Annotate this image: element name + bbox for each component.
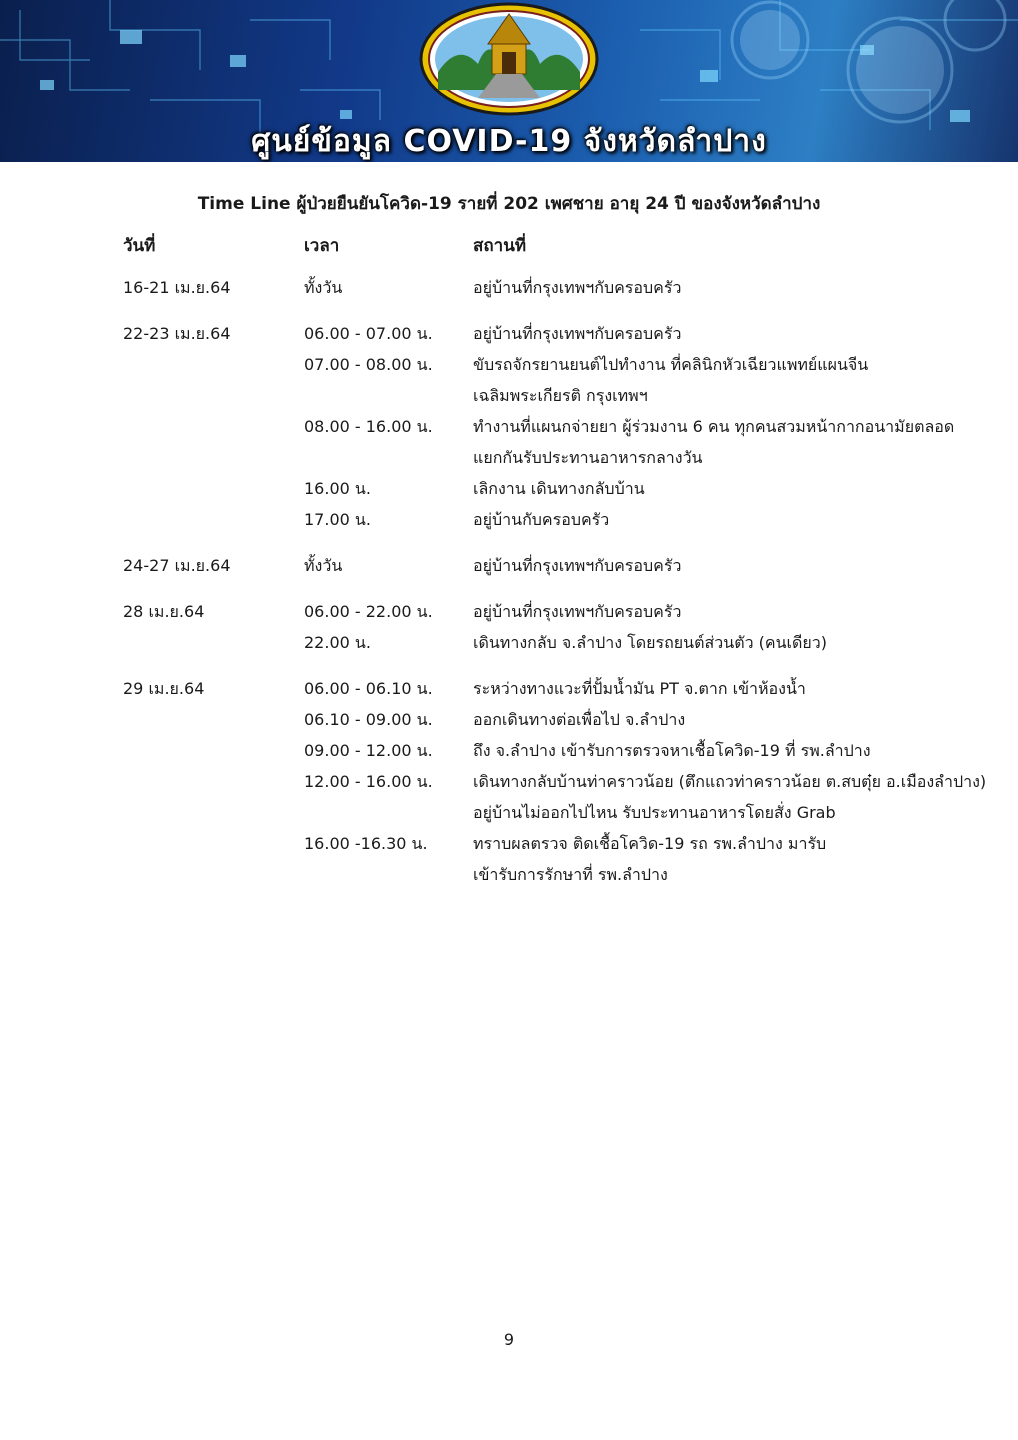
timeline-place — [473, 704, 1018, 735]
timeline-place-line: ทราบผลตรวจ ติดเชื้อโควิด-19 รถ รพ.ลำปาง มารับ — [473, 834, 827, 853]
timeline-time: 22.00 น. — [304, 633, 371, 652]
timeline-place — [473, 627, 1018, 658]
timeline-time: 06.10 - 09.00 น. — [304, 710, 433, 729]
page-number: 9 — [503, 1330, 515, 1349]
timeline-place-line: เลิกงาน เดินทางกลับบ้าน — [473, 479, 645, 498]
timeline-group — [0, 596, 1018, 658]
timeline-entry — [0, 411, 1018, 473]
timeline-place-line: ขับรถจักรยานยนต์ไปทำงาน ที่คลินิกหัวเฉียวแพทย์แผนจีน — [473, 355, 869, 374]
timeline-date: 22-23 เม.ย.64 — [123, 324, 231, 343]
timeline-place — [473, 828, 1018, 890]
timeline-place — [473, 349, 1018, 411]
timeline-time: 06.00 - 07.00 น. — [304, 324, 433, 343]
timeline-entry — [0, 766, 1018, 828]
timeline-entry — [0, 735, 1018, 766]
timeline-place — [473, 550, 1018, 581]
timeline-place-line: เดินทางกลับบ้านท่าคราวน้อย (ตึกแถวท่าคราวน้อย ต.สบตุ๋ย อ.เมืองลำปาง) — [473, 772, 987, 791]
timeline-place-line: ทำงานที่แผนกจ่ายยา ผู้ร่วมงาน 6 คน ทุกคนสวมหน้ากากอนามัยตลอด — [473, 417, 955, 436]
timeline-entry — [0, 504, 1018, 535]
timeline-time: 08.00 - 16.00 น. — [304, 417, 433, 436]
timeline-place-line: อยู่บ้านที่กรุงเทพฯกับครอบครัว — [473, 278, 682, 297]
column-header-date: วันที่ — [123, 236, 156, 256]
timeline-time: 16.00 -16.30 น. — [304, 834, 428, 853]
timeline-time: 06.00 - 22.00 น. — [304, 602, 433, 621]
timeline-entry — [0, 596, 1018, 627]
timeline-entry — [0, 704, 1018, 735]
timeline-place-line: ถึง จ.ลำปาง เข้ารับการตรวจหาเชื้อโควิด-19 ที่ รพ.ลำปาง — [473, 741, 871, 760]
timeline-place — [473, 318, 1018, 349]
timeline-time: 09.00 - 12.00 น. — [304, 741, 433, 760]
timeline-place-line: เฉลิมพระเกียรติ กรุงเทพฯ — [473, 386, 648, 405]
timeline-time: ทั้งวัน — [304, 556, 343, 575]
timeline-place — [473, 473, 1018, 504]
lampang-province-seal-icon — [418, 2, 600, 116]
timeline-place — [473, 504, 1018, 535]
timeline-place-line: อยู่บ้านที่กรุงเทพฯกับครอบครัว — [473, 324, 682, 343]
timeline-entry — [0, 673, 1018, 704]
timeline-time: ทั้งวัน — [304, 278, 343, 297]
timeline-entry — [0, 627, 1018, 658]
timeline-group — [0, 550, 1018, 581]
timeline-time: 12.00 - 16.00 น. — [304, 772, 433, 791]
timeline-date: 24-27 เม.ย.64 — [123, 556, 231, 575]
timeline-entry — [0, 828, 1018, 890]
timeline-group — [0, 272, 1018, 303]
timeline-place — [473, 272, 1018, 303]
timeline-place — [473, 673, 1018, 704]
document-title: Time Line ผู้ป่วยยืนยันโควิด-19 รายที่ 202 เพศชาย อายุ 24 ปี ของจังหวัดลำปาง — [197, 194, 821, 214]
timeline-place — [473, 766, 1018, 828]
timeline-entry — [0, 272, 1018, 303]
timeline-place-line: แยกกันรับประทานอาหารกลางวัน — [473, 448, 703, 467]
timeline-entry — [0, 473, 1018, 504]
timeline-list — [0, 272, 1018, 905]
timeline-entry — [0, 318, 1018, 349]
timeline-place-line: เข้ารับการรักษาที่ รพ.ลำปาง — [473, 865, 668, 884]
timeline-date: 28 เม.ย.64 — [123, 602, 205, 621]
timeline-place — [473, 596, 1018, 627]
timeline-time: 17.00 น. — [304, 510, 371, 529]
timeline-time: 06.00 - 06.10 น. — [304, 679, 433, 698]
timeline-entry — [0, 550, 1018, 581]
timeline-group — [0, 318, 1018, 535]
timeline-group — [0, 673, 1018, 890]
timeline-place-line: ระหว่างทางแวะที่ปั้มน้ำมัน PT จ.ตาก เข้าห้องน้ำ — [473, 679, 806, 698]
header-banner — [0, 0, 1018, 162]
timeline-date: 16-21 เม.ย.64 — [123, 278, 231, 297]
banner-title: ศูนย์ข้อมูล COVID-19 จังหวัดลำปาง — [251, 124, 767, 159]
timeline-place-line: อยู่บ้านที่กรุงเทพฯกับครอบครัว — [473, 602, 682, 621]
timeline-place — [473, 411, 1018, 473]
timeline-date: 29 เม.ย.64 — [123, 679, 205, 698]
timeline-place-line: ออกเดินทางต่อเพื่อไป จ.ลำปาง — [473, 710, 686, 729]
timeline-entry — [0, 349, 1018, 411]
timeline-time: 07.00 - 08.00 น. — [304, 355, 433, 374]
column-header-time: เวลา — [304, 236, 340, 256]
timeline-time: 16.00 น. — [304, 479, 371, 498]
timeline-place-line: อยู่บ้านไม่ออกไปไหน รับประทานอาหารโดยสั่ง Grab — [473, 803, 836, 822]
column-header-place: สถานที่ — [473, 236, 527, 256]
timeline-place — [473, 735, 1018, 766]
timeline-place-line: เดินทางกลับ จ.ลำปาง โดยรถยนต์ส่วนตัว (คนเดียว) — [473, 633, 827, 652]
timeline-place-line: อยู่บ้านที่กรุงเทพฯกับครอบครัว — [473, 556, 682, 575]
timeline-place-line: อยู่บ้านกับครอบครัว — [473, 510, 610, 529]
